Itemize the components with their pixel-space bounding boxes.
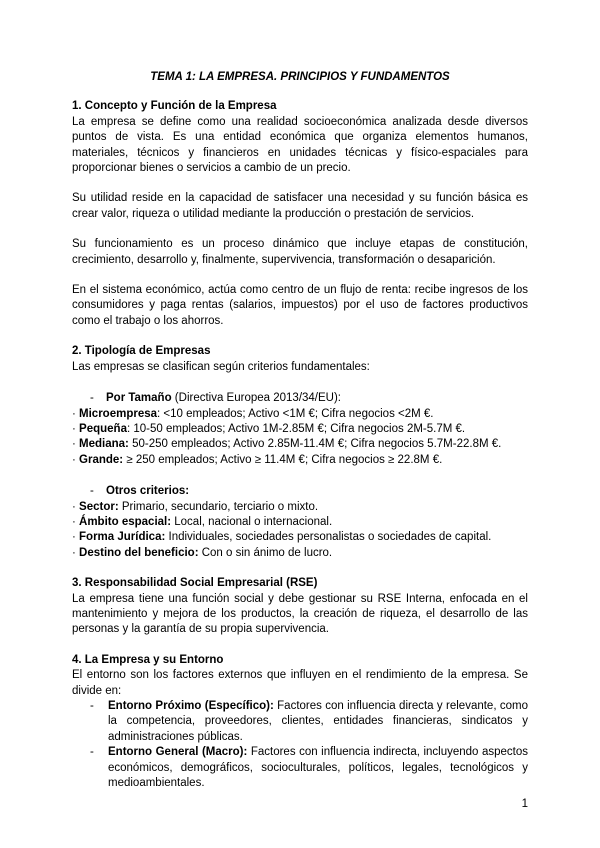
size-criteria-heading: [72, 391, 528, 406]
size-item-label: Mediana:: [79, 438, 129, 451]
bullet-dot: ·: [72, 453, 80, 466]
bullet-dot: ·: [72, 531, 80, 544]
other-item-text: Primario, secundario, terciario o mixto.: [118, 500, 319, 513]
size-item-text: : <10 empleados; Activo <1M €; Cifra negocios <2M €.: [157, 407, 434, 420]
other-item-label: Forma Jurídica:: [79, 531, 166, 544]
section-4-heading: 4. La Empresa y su Entorno: [72, 653, 224, 666]
list-dash: -: [90, 746, 94, 759]
size-item-large: [72, 453, 528, 468]
section-1-paragraph-1: La empresa se define como una realidad socioeconómica analizada desde diversos puntos de vista. Es una entidad económica que organiza elementos humanos, materiales, técnicos y financieros en unidades técnicas y físico-espaciales para proporcionar bienes o servicios a cambio de un precio.: [72, 115, 528, 175]
other-item-profit: [72, 546, 528, 561]
size-item-medium: [72, 437, 528, 452]
section-1-heading: 1. Concepto y Función de la Empresa: [72, 100, 277, 113]
bullet-dot: ·: [72, 407, 80, 420]
section-1-paragraph-2: Su utilidad reside en la capacidad de satisfacer una necesidad y su función básica es crear valor, riqueza o utilidad mediante la producción o prestación de servicios.: [72, 192, 528, 220]
bullet-dot: ·: [72, 515, 80, 528]
size-item-label: Microempresa: [79, 407, 158, 420]
other-item-text: Con o sin ánimo de lucro.: [198, 546, 333, 559]
environment-item-label: Entorno General (Macro):: [108, 746, 248, 759]
list-dash: -: [90, 485, 94, 498]
section-2-intro: Las empresas se clasifican según criterios fundamentales:: [72, 360, 370, 373]
section-1-paragraph-3: Su funcionamiento es un proceso dinámico que incluye etapas de constitución, crecimiento, desarrollo y, finalmente, supervivencia, transformación o desaparición.: [72, 238, 528, 266]
size-item-micro: [72, 407, 528, 422]
section-4-intro: El entorno son los factores externos que influyen en el rendimiento de la empresa. Se divide en:: [72, 669, 528, 697]
size-item-text: : 10-50 empleados; Activo 1M-2.85M €; Cifra negocios 2M-5.7M €.: [126, 422, 466, 435]
section-2-heading: 2. Tipología de Empresas: [72, 345, 211, 358]
other-criteria-label: Otros criterios:: [106, 485, 190, 498]
bullet-dot: ·: [72, 546, 80, 559]
other-item-label: Ámbito espacial:: [79, 515, 172, 528]
section-3-heading: 3. Responsabilidad Social Empresarial (RSE): [72, 577, 318, 590]
environment-item-text: Factores con influencia indirecta, incluyendo aspectos económicos, demográficos, socioculturales, políticos, legales, tecnológicos y medioambientales.: [108, 746, 528, 790]
bullet-dot: ·: [72, 500, 80, 513]
size-criteria-note: (Directiva Europea 2013/34/EU):: [171, 392, 341, 405]
other-item-text: Individuales, sociedades personalistas o sociedades de capital.: [165, 531, 492, 544]
bullet-dot: ·: [72, 422, 80, 435]
size-criteria-label: Por Tamaño: [106, 392, 172, 405]
other-item-label: Sector:: [79, 500, 119, 513]
size-item-label: Pequeña: [79, 422, 127, 435]
size-item-label: Grande:: [79, 453, 124, 466]
list-dash: -: [90, 392, 94, 405]
other-criteria-heading: [72, 484, 528, 499]
other-item-scope: [72, 515, 528, 530]
list-dash: -: [90, 700, 94, 712]
document-title: TEMA 1: LA EMPRESA. PRINCIPIOS Y FUNDAMENTOS: [150, 71, 450, 83]
section-3-paragraph: La empresa tiene una función social y debe gestionar su RSE Interna, enfocada en el mantenimiento y mejora de los productos, la creación de riqueza, el desarrollo de las personas y la garantía de su propia supervivencia.: [72, 592, 528, 636]
environment-item-text: Factores con influencia directa y relevante, como la competencia, proveedores, clientes, entidades financieras, sindicatos y administraciones públicas.: [108, 700, 528, 743]
bullet-dot: ·: [72, 438, 80, 451]
environment-item-specific: [72, 699, 528, 745]
size-item-small: [72, 422, 528, 437]
page-number: 1: [521, 798, 528, 810]
other-item-sector: [72, 500, 528, 515]
environment-item-general: [72, 745, 528, 791]
other-item-legal-form: [72, 530, 528, 545]
environment-item-label: Entorno Próximo (Específico):: [108, 700, 274, 712]
size-item-text: 50-250 empleados; Activo 2.85M-11.4M €; Cifra negocios 5.7M-22.8M €.: [128, 438, 502, 451]
other-item-label: Destino del beneficio:: [79, 546, 199, 559]
other-item-text: Local, nacional o internacional.: [171, 515, 333, 528]
section-1-paragraph-4: En el sistema económico, actúa como centro de un flujo de renta: recibe ingresos de los consumidores y paga rentas (salarios, impuestos) por el uso de factores productivos como el trabajo o los ahorros.: [72, 284, 528, 327]
size-item-text: ≥ 250 empleados; Activo ≥ 11.4M €; Cifra negocios ≥ 22.8M €.: [123, 453, 443, 466]
